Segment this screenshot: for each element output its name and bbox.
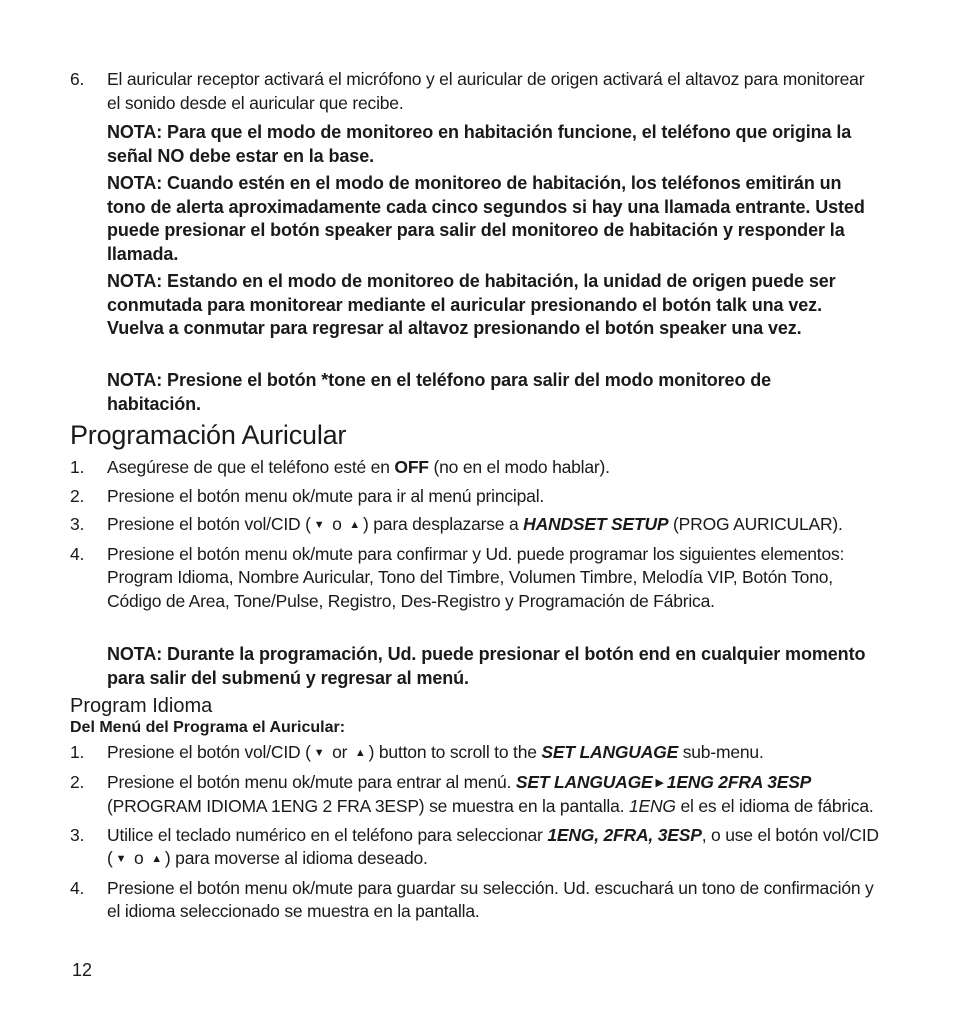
step-text xyxy=(107,824,880,872)
step-number: 3. xyxy=(70,514,85,534)
list-item xyxy=(70,771,880,819)
subsection-subtitle: Del Menú del Programa el Auricular: xyxy=(70,719,346,736)
arrow-up-icon: ▲ xyxy=(354,747,366,759)
section-title-programacion: Programación Auricular xyxy=(70,420,347,450)
arrow-down-icon: ▼ xyxy=(313,519,325,531)
step-number: 4. xyxy=(70,877,85,898)
list-item xyxy=(70,741,880,766)
text-run: ) para moverse al idioma deseado. xyxy=(164,848,428,868)
step-text: Presione el botón menu ok/mute para confirmar y Ud. puede programar los siguientes elementos: Program Idioma, Nombre Auricular, Tono del Timbre, Volumen Timbre, Melodía VIP, Botón Tono, Código de Area, Tone/Pulse, Registro, Des-Registro y Programación de Fábrica. xyxy=(107,543,845,611)
text-run: (PROGRAM IDIOMA 1ENG 2 FRA 3ESP) se muestra en la pantalla. xyxy=(107,796,629,816)
default-language-keyword: 1ENG xyxy=(628,796,676,816)
note-switch-monitor: NOTA: Estando en el modo de monitoreo de habitación, la unidad de origen puede ser conmutada para monitorear mediante el auricular presionando el botón talk una vez. Vuelva a conmutar para regresar al altavoz presionando el botón speaker una vez. xyxy=(107,271,836,338)
step-number: 1. xyxy=(70,457,85,477)
step-number: 4. xyxy=(70,543,85,564)
text-run: Presione el botón vol/CID ( xyxy=(107,742,311,762)
step-number: 1. xyxy=(70,742,85,762)
page-number: 12 xyxy=(72,960,93,980)
step-text xyxy=(107,771,880,819)
list-item xyxy=(70,456,880,480)
handset-setup-keyword: HANDSET SETUP xyxy=(523,514,669,534)
step-text: Presione el botón menu ok/mute para guardar su selección. Ud. escuchará un tono de confirmación y el idioma seleccionado se muestra en la pantalla. xyxy=(107,877,874,921)
set-language-keyword: SET LANGUAGE xyxy=(515,771,653,792)
text-run: ) button to scroll to the xyxy=(368,742,542,762)
text-run: Utilice el teclado numérico en el teléfono para seleccionar xyxy=(107,824,548,845)
note-end-button: NOTA: Durante la programación, Ud. puede presionar el botón end en cualquier momento para salir del submenú y regresar al menú. xyxy=(107,644,866,688)
text-run: Asegúrese de que el teléfono esté en xyxy=(107,457,395,477)
arrow-up-icon: ▲ xyxy=(349,519,360,531)
text-run: , o use el botón vol/CID ( xyxy=(107,824,879,868)
arrow-down-icon: ▼ xyxy=(115,853,127,865)
note-tone-exit: NOTA: Presione el botón *tone en el teléfono para salir del modo monitoreo de habitación. xyxy=(107,370,772,414)
step-list-idioma xyxy=(70,741,880,924)
list-item xyxy=(70,824,880,872)
arrow-right-icon: ▶ xyxy=(655,776,664,789)
arrow-down-icon: ▼ xyxy=(313,747,325,759)
text-run: Presione el botón vol/CID ( xyxy=(107,514,311,534)
list-item xyxy=(70,485,880,509)
language-codes-keyword: 1ENG, 2FRA, 3ESP xyxy=(547,824,702,845)
step-list-programacion xyxy=(70,456,880,613)
off-keyword: OFF xyxy=(394,457,429,477)
list-item xyxy=(70,513,880,538)
step-number: 2. xyxy=(70,771,85,792)
list-item xyxy=(70,68,880,115)
step-text xyxy=(107,513,880,538)
step-text xyxy=(107,741,880,766)
text-run: (PROG AURICULAR). xyxy=(668,514,843,534)
text-run: o xyxy=(129,848,149,868)
step-text: Presione el botón menu ok/mute para ir al menú principal. xyxy=(107,485,545,506)
text-run: sub-menu. xyxy=(678,742,764,762)
text-run: (no en el modo hablar). xyxy=(428,457,610,477)
text-run: or xyxy=(327,742,352,762)
step-number: 2. xyxy=(70,485,85,506)
set-language-keyword: SET LANGUAGE xyxy=(541,742,679,762)
step-number: 6. xyxy=(70,69,85,89)
text-run: el es el idioma de fábrica. xyxy=(675,796,874,816)
arrow-up-icon: ▲ xyxy=(151,853,162,865)
text-run: Presione el botón menu ok/mute para entrar al menú. xyxy=(107,771,516,792)
note-alert-tone: NOTA: Cuando estén en el modo de monitoreo de habitación, los teléfonos emitirán un tono de alerta aproximadamente cada cinco segundos si hay una llamada entrante. Usted puede presionar el botón speaker para salir del monitoreo de habitación y responder la llamada. xyxy=(107,173,865,264)
step-number: 3. xyxy=(70,824,85,845)
note-base: NOTA: Para que el modo de monitoreo en habitación funcione, el teléfono que origina la señal NO debe estar en la base. xyxy=(107,122,852,166)
list-item xyxy=(70,543,880,614)
step-text: El auricular receptor activará el micrófono y el auricular de origen activará el altavoz para monitorear el sonido desde el auricular que recibe. xyxy=(107,69,865,113)
step-text xyxy=(107,456,880,480)
text-run: ) para desplazarse a xyxy=(362,514,524,534)
list-item xyxy=(70,877,880,924)
step-list-monitoring xyxy=(70,68,880,115)
subsection-title-idioma: Program Idioma xyxy=(70,695,213,717)
language-options-keyword: 1ENG 2FRA 3ESP xyxy=(666,771,812,792)
text-run: o xyxy=(327,514,347,534)
